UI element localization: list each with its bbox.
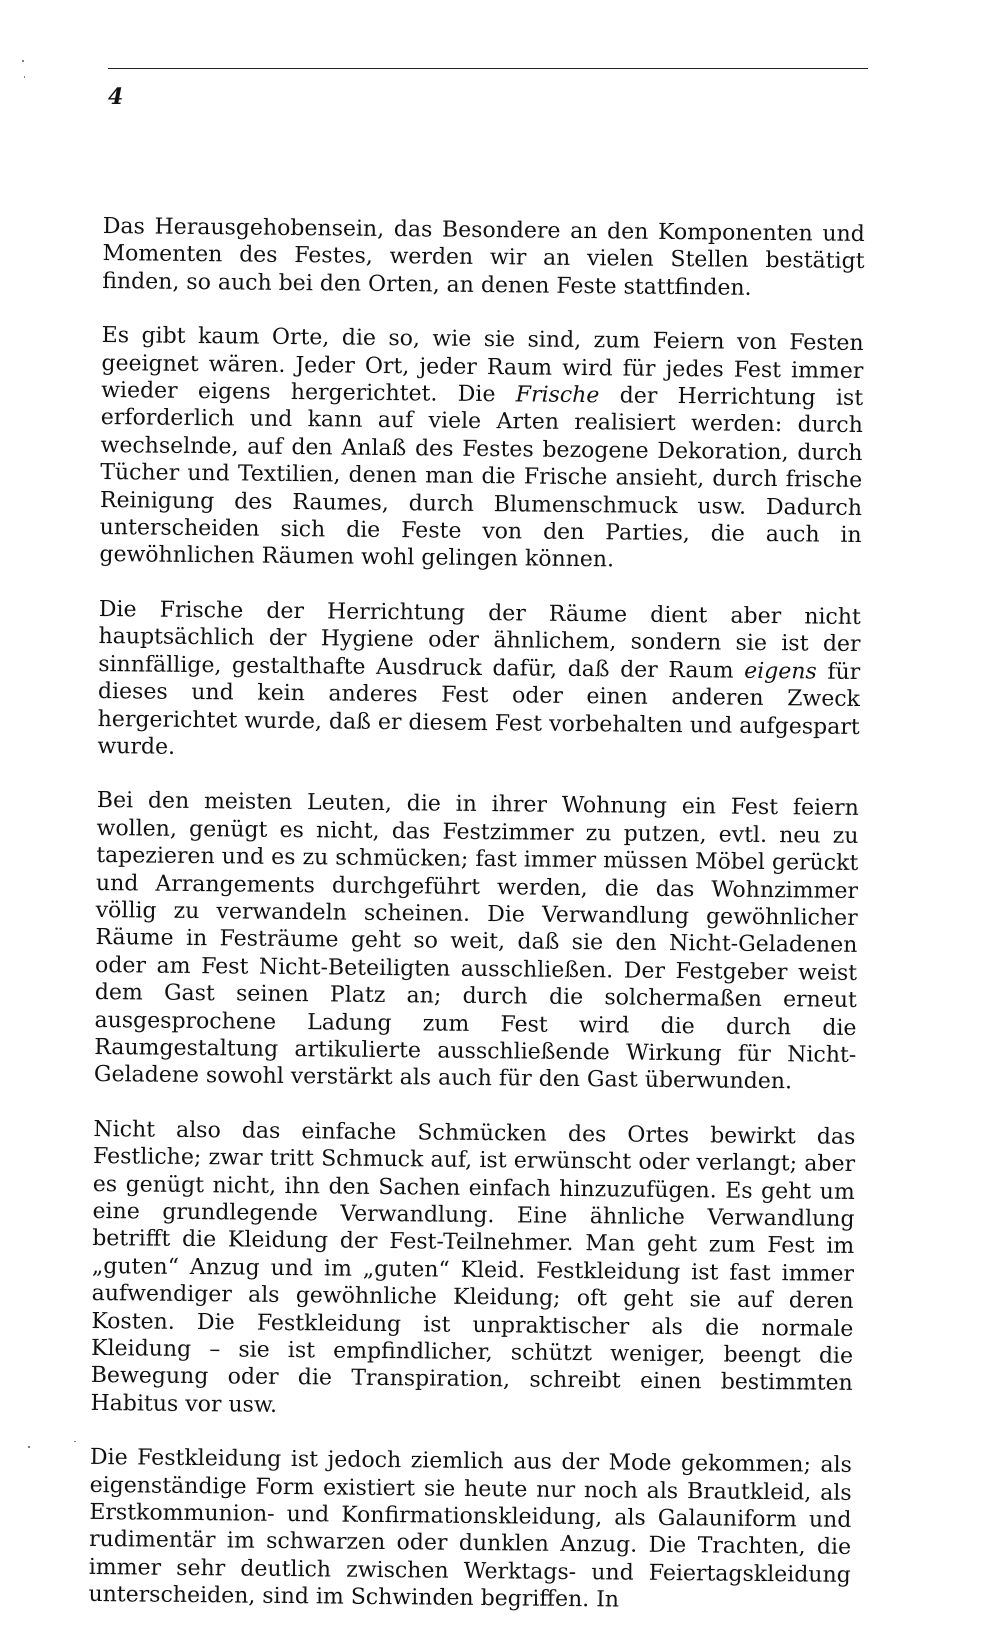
page-number: 4 bbox=[108, 84, 124, 110]
paragraph bbox=[102, 213, 865, 303]
scan-speck bbox=[22, 60, 24, 62]
paragraph-text: Das Herausgehobensein, das Besondere an den Komponenten und Momenten des Festes, werden wir an vielen Stellen bestätigt finden, so auch bei den Orten, an denen Feste stattfinden. bbox=[102, 213, 865, 301]
scan-speck bbox=[28, 1446, 30, 1448]
emphasized-text: eigens bbox=[744, 658, 817, 685]
body-text bbox=[88, 213, 865, 1644]
header-rule bbox=[108, 68, 868, 69]
paragraph-text: Die Festkleidung ist jedoch ziemlich aus der Mode gekommen; als eigenständige Form existiert sie heute nur noch als Brautkleid, als Erstkommunion- und Konfirmationskleidung, als Galauniform und rudimentär im schwarzen oder dunklen Anzug. Die Trachten, die immer sehr deutlich zwischen Werktags- und Feiertagskleidung unterscheiden, sind im Schwinden begriffen. In bbox=[88, 1445, 853, 1613]
paragraph-text: der Herrichtung ist erforderlich und kann auf viele Arten realisiert werden: durch wechselnde, auf den Anlaß des Festes bezogene Dekoration, durch Tücher und Textilien, denen man die Frische ansieht, durch frische Reinigung des Raumes, durch Blumenschmuck usw. Dadurch unterscheiden sich die Feste von den Parties, die auch in gewöhnlichen Räumen wohl gelingen können. bbox=[99, 383, 864, 573]
paragraph-text: Nicht also das einfache Schmücken des Ortes bewirkt das Festliche; zwar tritt Schmuck auf, ist erwünscht oder verlangt; aber es genügt nicht, ihn den Sachen einfach hinzuzufügen. Es geht um eine grundlegende Verwandlung. Eine ähnliche Verwandlung betrifft die Kleidung der Fest-Teilnehmer. Man geht zum Fest im „guten“ Anzug und im „guten“ Kleid. Festkleidung ist fast immer aufwendiger als gewöhnliche Kleidung; oft geht sie auf deren Kosten. Die Festkleidung ist unpraktischer als die normale Kleidung – sie ist empfindlicher, schützt weniger, beengt die Bewegung oder die Transpiration, schreibt einen bestimmten Habitus vor usw. bbox=[90, 1116, 856, 1418]
paragraph bbox=[99, 322, 864, 577]
paragraph-text: Die Frische der Herrichtung der Räume dient aber nicht hauptsächlich der Hygiene oder ähnlichem, sondern sie ist der sinnfällige, gestalthafte Ausdruck dafür, daß der Raum bbox=[98, 596, 861, 684]
paragraph bbox=[94, 787, 859, 1096]
paragraph bbox=[90, 1116, 855, 1425]
emphasized-text: Frische bbox=[515, 382, 600, 409]
paragraph-text: Es gibt kaum Orte, die so, wie sie sind, zum Feiern von Festen geeignet wären. Jeder Ort, jeder Raum wird für jedes Fest immer wieder eigens hergerichtet. Die bbox=[101, 323, 864, 408]
paragraph-text: für dieses und kein anderes Fest oder einen anderen Zweck hergerichtet wurde, daß er diesem Fest vorbehalten und aufgespart wurde. bbox=[97, 659, 861, 760]
paragraph bbox=[88, 1444, 852, 1616]
paragraph bbox=[97, 596, 861, 768]
paragraph-text: Bei den meisten Leuten, die in ihrer Wohnung ein Fest feiern wollen, genügt es nicht, das Festzimmer zu putzen, evtl. neu zu tapezieren und es zu schmücken; fast immer müssen Möbel gerückt und Arrangements durchgeführt werden, die das Wohnzimmer völlig zu verwandeln scheinen. Die Verwandlung gewöhnlicher Räume in Festräume geht so weit, daß sie den Nicht-Geladenen oder am Fest Nicht-Beteiligten ausschließen. Der Festgeber weist dem Gast seinen Platz an; durch die solchermaßen erneut ausgesprochene Ladung zum Fest wird die durch die Raumgestaltung artikulierte ausschließende Wirkung für Nicht-Geladene sowohl verstärkt als auch für den Gast überwunden. bbox=[93, 788, 859, 1095]
scan-speck bbox=[24, 76, 25, 78]
scan-speck bbox=[74, 1441, 76, 1442]
